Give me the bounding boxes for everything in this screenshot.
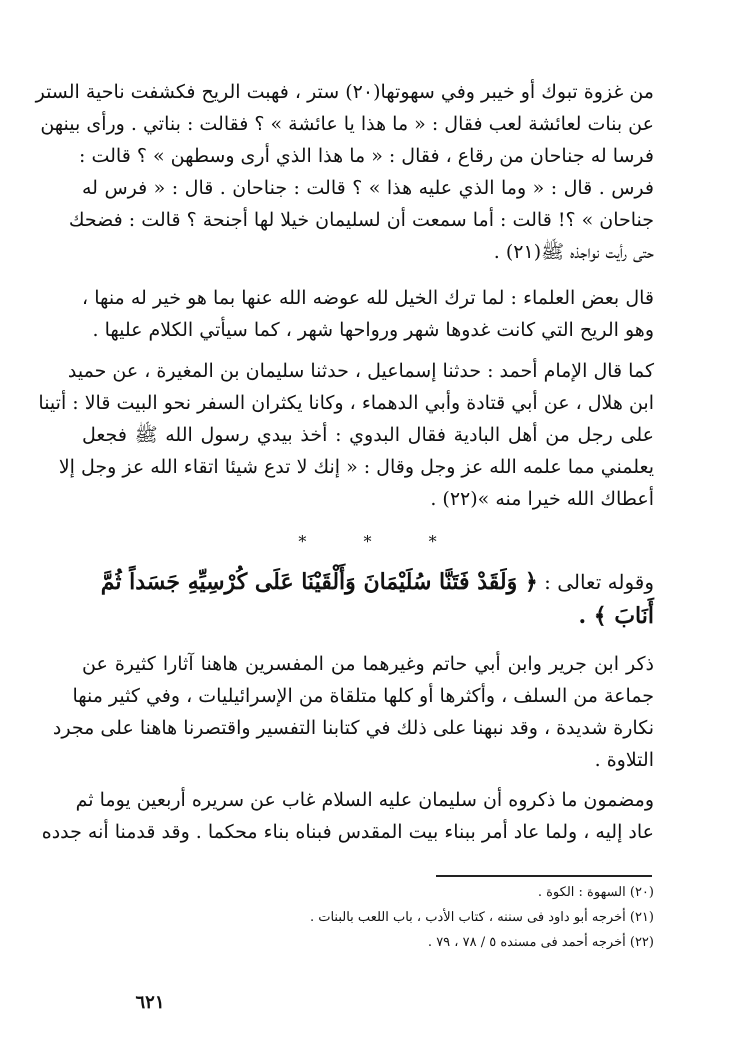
text-line: نكارة شديدة ، وقد نبهنا على ذلك في كتابنا التفسير واقتصرنا هاهنا على مجرد [52,717,654,739]
verse-line-1 [82,565,654,599]
text-line: ابن هلال ، عن أبي قتادة وأبي الدهماء ، وكانا يكثران السفر نحو البيت قالا : أتينا [38,392,654,414]
footnote-20: (٢٠) السهوة : الكوة . [537,885,654,900]
page-number: ٦٢١ [135,992,165,1013]
text-line: فرسا له جناحان من رقاع ، فقال : « ما هذا الذي أرى وسطهن » ؟ قالت : [79,145,654,167]
paragraph-3 [38,355,654,515]
footnote-divider [436,875,652,877]
text-line: يعلمني مما علمه الله عز وجل وقال : « إنك لا تدع شيئا اتقاء الله عز وجل إلا [58,456,654,478]
footnotes [82,880,654,955]
text-line: عاد إليه ، ولما عاد أمر ببناء بيت المقدس فبناه بناء محكما . وقد قدمنا أنه جدده [41,821,654,843]
text-line: وهو الريح التي كانت غدوها شهر ورواحها شهر ، كما سيأتي الكلام عليها . [92,319,654,341]
text-line: التلاوة . [594,749,654,771]
paragraph-5 [41,784,654,848]
text-line: عن بنات لعائشة لعب فقال : « ما هذا يا عائشة » ؟ فقالت : بناتي . ورأى بينهن [40,113,654,135]
footnote-21: (٢١) أخرجه أبو داود فى سننه ، كتاب الأدب ، باب اللعب بالبنات . [309,910,654,925]
text-line: ذكر ابن جرير وابن أبي حاتم وغيرهما من المفسرين هاهنا آثارا كثيرة عن [82,653,654,675]
text-line: كما قال الإمام أحمد : حدثنا إسماعيل ، حدثنا سليمان بن المغيرة ، عن حميد [67,360,654,382]
verse-text-end: أَنَابَ ﴾ . [578,603,654,629]
text-line: من غزوة تبوك أو خيبر وفي سهوتها(٢٠) ستر ، فهبت الريح فكشفت ناحية الستر [35,81,654,103]
text-line: جناحان » ؟! قالت : أما سمعت أن لسليمان خيلا لها أجنحة ؟ قالت : فضحك [68,209,654,231]
verse-line-2 [82,599,654,633]
section-separator-stars: * * * [298,532,463,551]
quran-verse-block [82,565,654,633]
text-line: على رجل من أهل البادية فقال البدوي : أخذ بيدي رسول الله ﷺ فجعل [82,424,654,446]
paragraph-2 [82,282,654,346]
footnote-22: (٢٢) أخرجه أحمد فى مسنده ٥ / ٧٨ ، ٧٩ . [427,935,654,950]
text-line: ومضمون ما ذكروه أن سليمان عليه السلام غاب عن سريره أربعين يوما ثم [75,789,654,811]
paragraph-1 [35,76,654,268]
verse-intro: وقوله تعالى : [537,570,654,594]
text-line: فرس . قال : « وما الذي عليه هذا » ؟ قالت : جناحان . قال : « فرس له [82,177,654,199]
text-line: قال بعض العلماء : لما ترك الخيل لله عوضه الله عنها بما هو خير له منها ، [82,287,654,309]
text-line: حتى رأيت نواجذه ﷺ(٢١) . [493,241,654,263]
text-line: أعطاك الله خيرا منه »(٢٢) . [430,488,654,510]
text-line: جماعة من السلف ، وأكثرها أو كلها متلقاة من الإسرائيليات ، وفي كثير منها [72,685,654,707]
verse-text: ﴿ وَلَقَدْ فَتَنَّا سُلَيْمَانَ وَأَلْقَيْنَا عَلَى كُرْسِيِّهِ جَسَداً ثُمَّ [100,569,538,595]
paragraph-4 [52,648,654,776]
